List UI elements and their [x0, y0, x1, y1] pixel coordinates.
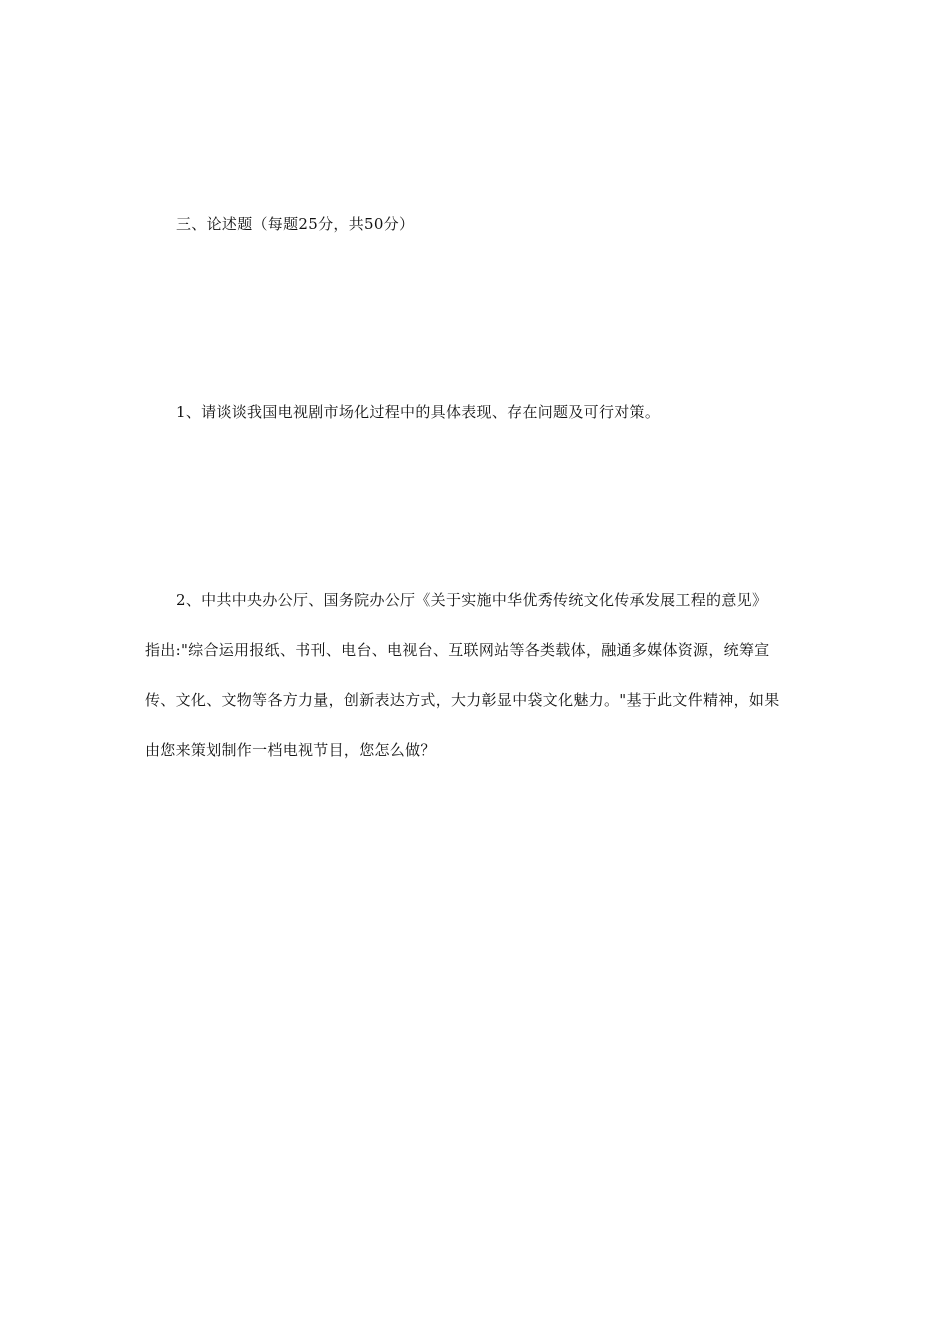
question-2-line-1: 2、中共中央办公厅、国务院办公厅《关于实施中华优秀传统文化传承发展工程的意见》 — [176, 591, 768, 609]
section-heading: 三、论述题（每题25分，共50分） — [176, 215, 415, 233]
question-2 — [145, 590, 805, 790]
question-2-line-4: 由您来策划制作一档电视节目，您怎么做？ — [145, 741, 436, 759]
question-1: 1、请谈谈我国电视剧市场化过程中的具体表现、存在问题及可行对策。 — [176, 403, 661, 421]
question-2-line-3: 传、文化、文物等各方力量，创新表达方式，大力彰显中袋文化魅力。"基于此文件精神，如果 — [145, 691, 780, 709]
question-2-line-2: 指出:"综合运用报纸、书刊、电台、电视台、互联网站等各类载体，融通多媒体资源，统筹宣 — [145, 641, 770, 659]
